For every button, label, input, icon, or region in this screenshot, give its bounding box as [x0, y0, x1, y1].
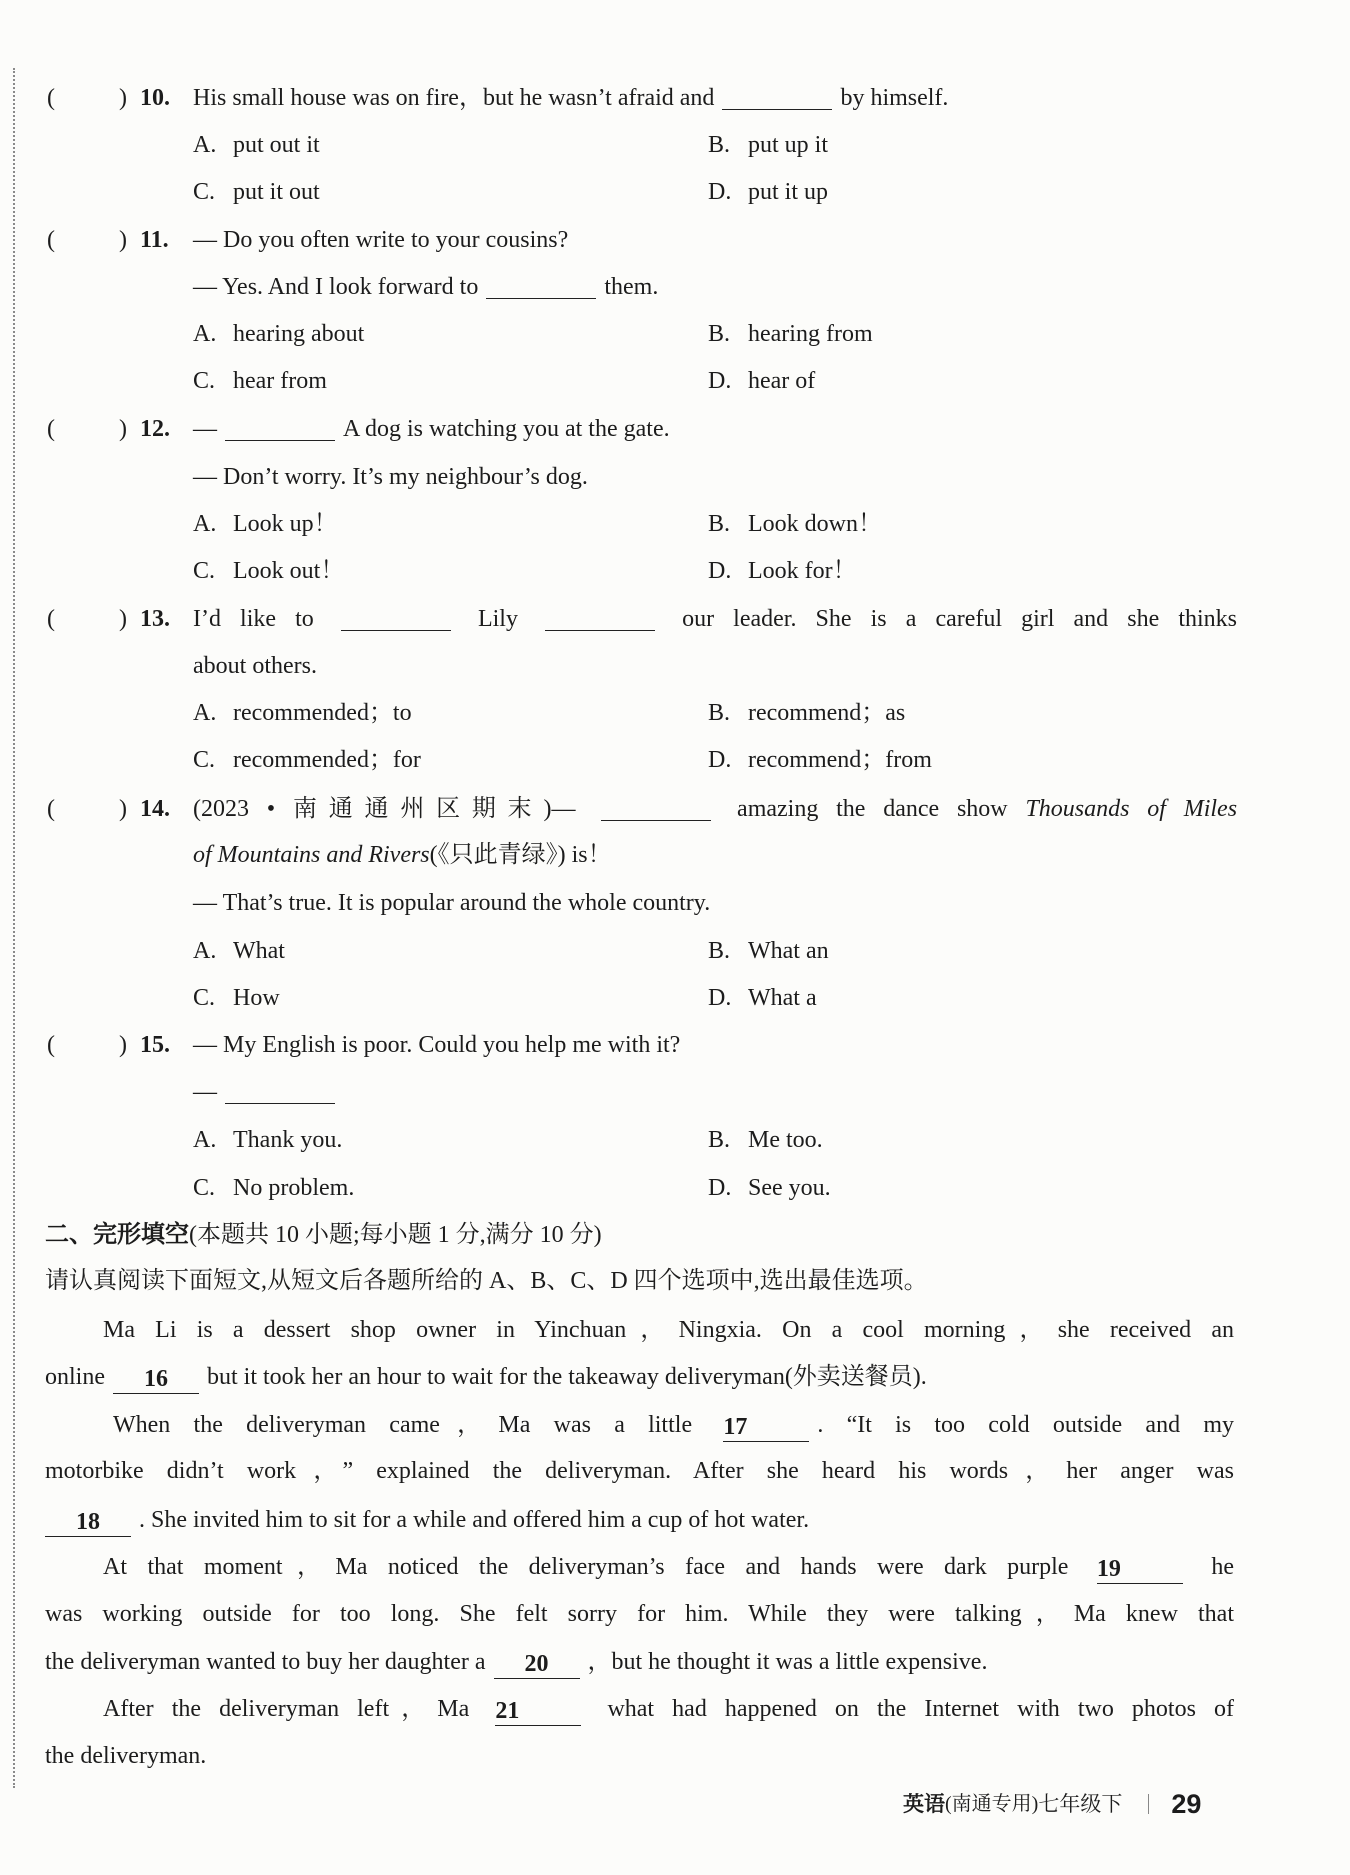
question-number: 11.: [140, 227, 169, 253]
answer-paren-close: ): [119, 1032, 127, 1058]
passage-line: [45, 1454, 1234, 1488]
question-11-stem: [0, 223, 1350, 257]
question-text: [193, 81, 948, 115]
question-15-options-ab: [0, 1123, 1350, 1157]
stem-text: by himself.: [840, 85, 949, 111]
option-label: B.: [708, 1127, 731, 1153]
option-text: Look down！: [748, 511, 882, 537]
numbered-blank-19: 19: [1097, 1555, 1183, 1584]
option-c: [193, 981, 280, 1015]
passage-text: When the deliveryman came，Ma was a little: [113, 1412, 693, 1438]
answer-paren-close: ): [119, 416, 127, 442]
option-label: C.: [193, 985, 216, 1011]
question-10-stem: [0, 81, 1350, 115]
option-text: hear of: [748, 368, 816, 394]
answer-paren-open: (: [47, 227, 55, 253]
option-label: A.: [193, 132, 217, 158]
answer-paren-open: (: [47, 606, 55, 632]
option-d: [708, 1171, 831, 1205]
section-title: 二、完形填空: [45, 1220, 189, 1248]
answer-blank: [486, 274, 596, 299]
option-label: C.: [193, 179, 216, 205]
option-label: A.: [193, 1127, 217, 1153]
option-a: [193, 507, 338, 541]
answer-paren-open: (: [47, 796, 55, 822]
answer-blank: [722, 85, 832, 110]
passage-text: online: [45, 1364, 105, 1390]
option-label: D.: [708, 1175, 732, 1201]
option-b: [708, 696, 905, 730]
stem-text: —: [193, 416, 217, 442]
question-number: 15.: [140, 1032, 170, 1058]
option-label: A.: [193, 938, 217, 964]
question-number: 13.: [140, 606, 170, 632]
question-14-stem: [0, 792, 1350, 826]
footer-edition: (南通专用): [945, 1793, 1039, 1815]
footer-divider: [1148, 1794, 1149, 1814]
question-text: [193, 1075, 343, 1109]
question-text: [193, 602, 1237, 636]
question-11-line2: [0, 270, 1350, 304]
option-d: [708, 981, 817, 1015]
question-text: — That’s true. It is popular around the whole country.: [193, 890, 711, 916]
option-label: C.: [193, 747, 216, 773]
question-number: 10.: [140, 85, 170, 111]
option-b: [708, 1123, 823, 1157]
question-11-options-ab: [0, 317, 1350, 351]
option-label: B.: [708, 321, 731, 347]
passage-line: [45, 1739, 1234, 1773]
option-label: D.: [708, 747, 732, 773]
option-b: [708, 128, 828, 162]
passage-text: motorbike didn’t work，” explained the deliveryman. After she heard his words，her anger was: [45, 1458, 1234, 1484]
passage-text: . “It is too cold outside and my: [817, 1412, 1234, 1438]
passage-text: At that moment，Ma noticed the deliveryman’s face and hands were dark purple: [103, 1554, 1069, 1580]
question-12-stem: [0, 412, 1350, 446]
option-text: recommend；from: [748, 747, 932, 773]
question-text: [193, 838, 612, 872]
option-a: [193, 128, 320, 162]
stem-text: —: [193, 1079, 217, 1105]
passage-line: [103, 1692, 1234, 1726]
option-text: put out it: [233, 132, 320, 158]
numbered-blank-20: 20: [494, 1650, 580, 1679]
option-c: [193, 1171, 354, 1205]
show-title-chinese: (《只此青绿》): [429, 842, 566, 868]
question-text: [193, 792, 1237, 826]
option-text: put it out: [233, 179, 320, 205]
question-13-options-ab: [0, 696, 1350, 730]
option-label: B.: [708, 938, 731, 964]
passage-line: [103, 1313, 1234, 1347]
option-label: A.: [193, 511, 217, 537]
option-a: [193, 696, 412, 730]
option-text: put up it: [748, 132, 829, 158]
option-text: How: [233, 985, 280, 1011]
stem-text: is！: [571, 842, 612, 868]
passage-line: [113, 1408, 1234, 1442]
option-c: [193, 364, 327, 398]
question-14-line3: [0, 886, 1350, 920]
option-text: No problem.: [233, 1175, 355, 1201]
answer-blank: [225, 1079, 335, 1104]
question-15-options-cd: [0, 1171, 1350, 1205]
stem-text: Lily: [477, 606, 518, 632]
stem-text: our leader. She is a careful girl and she thinks: [682, 606, 1237, 632]
numbered-blank-17: 17: [723, 1413, 809, 1442]
option-a: [193, 317, 364, 351]
option-b: [708, 934, 829, 968]
option-c: [193, 554, 344, 588]
option-label: A.: [193, 321, 217, 347]
question-14-options-ab: [0, 934, 1350, 968]
question-text: about others.: [193, 653, 317, 679]
stem-text: A dog is watching you at the gate.: [343, 416, 670, 442]
passage-text: After the deliveryman left，Ma: [103, 1696, 470, 1722]
answer-blank: [225, 416, 335, 441]
question-13-stem: [0, 602, 1350, 636]
option-label: C.: [193, 368, 216, 394]
question-12-line2: [0, 460, 1350, 494]
show-title-italic: Thousands of Miles: [1025, 796, 1237, 822]
option-label: B.: [708, 700, 731, 726]
answer-paren-close: ): [119, 85, 127, 111]
footer-grade: 七年级下: [1038, 1792, 1123, 1816]
option-text: hearing about: [233, 321, 365, 347]
stem-text: them.: [604, 274, 659, 300]
passage-text: what had happened on the Internet with two photos of: [607, 1696, 1234, 1722]
question-text: — Don’t worry. It’s my neighbour’s dog.: [193, 464, 588, 490]
answer-paren-open: (: [47, 85, 55, 111]
page-footer: [903, 1787, 1201, 1821]
option-c: [193, 743, 421, 777]
option-text: Look up！: [233, 511, 338, 537]
stem-text: His small house was on fire，but he wasn’t afraid and: [193, 85, 715, 111]
question-10-options-ab: [0, 128, 1350, 162]
option-c: [193, 175, 320, 209]
stem-text: I’d like to: [193, 606, 314, 632]
option-text: recommended；for: [233, 747, 421, 773]
question-11-options-cd: [0, 364, 1350, 398]
question-number: 12.: [140, 416, 170, 442]
passage-text: he: [1211, 1554, 1234, 1580]
answer-blank: [341, 606, 451, 631]
page-number: 29: [1171, 1789, 1202, 1819]
question-15-stem: [0, 1028, 1350, 1062]
numbered-blank-16: 16: [113, 1365, 199, 1394]
option-d: [708, 364, 815, 398]
question-12-options-cd: [0, 554, 1350, 588]
option-a: [193, 1123, 342, 1157]
option-text: put it up: [748, 179, 829, 205]
option-a: [193, 934, 285, 968]
option-d: [708, 175, 828, 209]
option-label: C.: [193, 1175, 216, 1201]
answer-blank: [545, 606, 655, 631]
option-text: What a: [748, 985, 817, 1011]
passage-text: was working outside for too long. She felt sorry for him. While they were talking，Ma knew that: [45, 1601, 1234, 1627]
passage-line: [45, 1597, 1234, 1631]
section-heading: [45, 1217, 602, 1251]
option-text: See you.: [748, 1175, 831, 1201]
option-text: Thank you.: [233, 1127, 343, 1153]
option-label: C.: [193, 558, 216, 584]
question-number: 14.: [140, 796, 170, 822]
option-d: [708, 743, 932, 777]
answer-paren-close: ): [119, 606, 127, 632]
passage-text: ，but he thought it was a little expensive.: [587, 1649, 988, 1675]
question-15-line2: [0, 1075, 1350, 1109]
answer-blank: [601, 796, 711, 821]
question-source: (2023 • 南通通州区期末)—: [193, 796, 576, 822]
numbered-blank-18: 18: [45, 1508, 131, 1537]
option-text: hearing from: [748, 321, 873, 347]
option-text: What: [233, 938, 285, 964]
passage-line: [103, 1550, 1234, 1584]
question-14-line2: [0, 838, 1350, 872]
stem-text: — Yes. And I look forward to: [193, 274, 479, 300]
option-label: A.: [193, 700, 217, 726]
option-label: B.: [708, 511, 731, 537]
passage-line: [45, 1360, 1234, 1394]
passage-text: the deliveryman.: [45, 1743, 207, 1769]
question-14-options-cd: [0, 981, 1350, 1015]
option-label: D.: [708, 985, 732, 1011]
stem-text: amazing the dance show: [737, 796, 1008, 822]
answer-paren-close: ): [119, 227, 127, 253]
option-text: hear from: [233, 368, 327, 394]
question-12-options-ab: [0, 507, 1350, 541]
question-text: — Do you often write to your cousins?: [193, 227, 569, 253]
option-text: What an: [748, 938, 829, 964]
question-13-line2: [0, 649, 1350, 683]
option-text: recommend；as: [748, 700, 906, 726]
passage-line: [45, 1645, 1234, 1679]
option-label: D.: [708, 368, 732, 394]
passage-line: [45, 1503, 1234, 1537]
option-text: recommended；to: [233, 700, 412, 726]
question-text: — My English is poor. Could you help me with it?: [193, 1032, 681, 1058]
question-13-options-cd: [0, 743, 1350, 777]
passage-text: Ma Li is a dessert shop owner in Yinchuan，Ningxia. On a cool morning，she received an: [103, 1317, 1234, 1343]
footer-subject: 英语: [903, 1792, 945, 1816]
section-instruction: 请认真阅读下面短文,从短文后各题所给的 A、B、C、D 四个选项中,选出最佳选项。: [45, 1268, 928, 1294]
answer-paren-open: (: [47, 1032, 55, 1058]
answer-paren-open: (: [47, 416, 55, 442]
option-label: D.: [708, 179, 732, 205]
option-text: Look out！: [233, 558, 345, 584]
passage-text: . She invited him to sit for a while and offered him a cup of hot water.: [139, 1507, 810, 1533]
passage-text: the deliveryman wanted to buy her daughter a: [45, 1649, 486, 1675]
option-label: B.: [708, 132, 731, 158]
option-d: [708, 554, 857, 588]
question-10-options-cd: [0, 175, 1350, 209]
section-scoring-note: (本题共 10 小题;每小题 1 分,满分 10 分): [189, 1222, 602, 1248]
option-text: Look for！: [748, 558, 857, 584]
question-text: [193, 412, 670, 446]
option-b: [708, 317, 873, 351]
option-label: D.: [708, 558, 732, 584]
option-b: [708, 507, 882, 541]
passage-text: but it took her an hour to wait for the takeaway deliveryman(外卖送餐员).: [207, 1364, 927, 1390]
numbered-blank-21: 21: [495, 1697, 581, 1726]
show-title-italic: of Mountains and Rivers: [193, 842, 430, 868]
question-text: [193, 270, 658, 304]
answer-paren-close: ): [119, 796, 127, 822]
option-text: Me too.: [748, 1127, 823, 1153]
